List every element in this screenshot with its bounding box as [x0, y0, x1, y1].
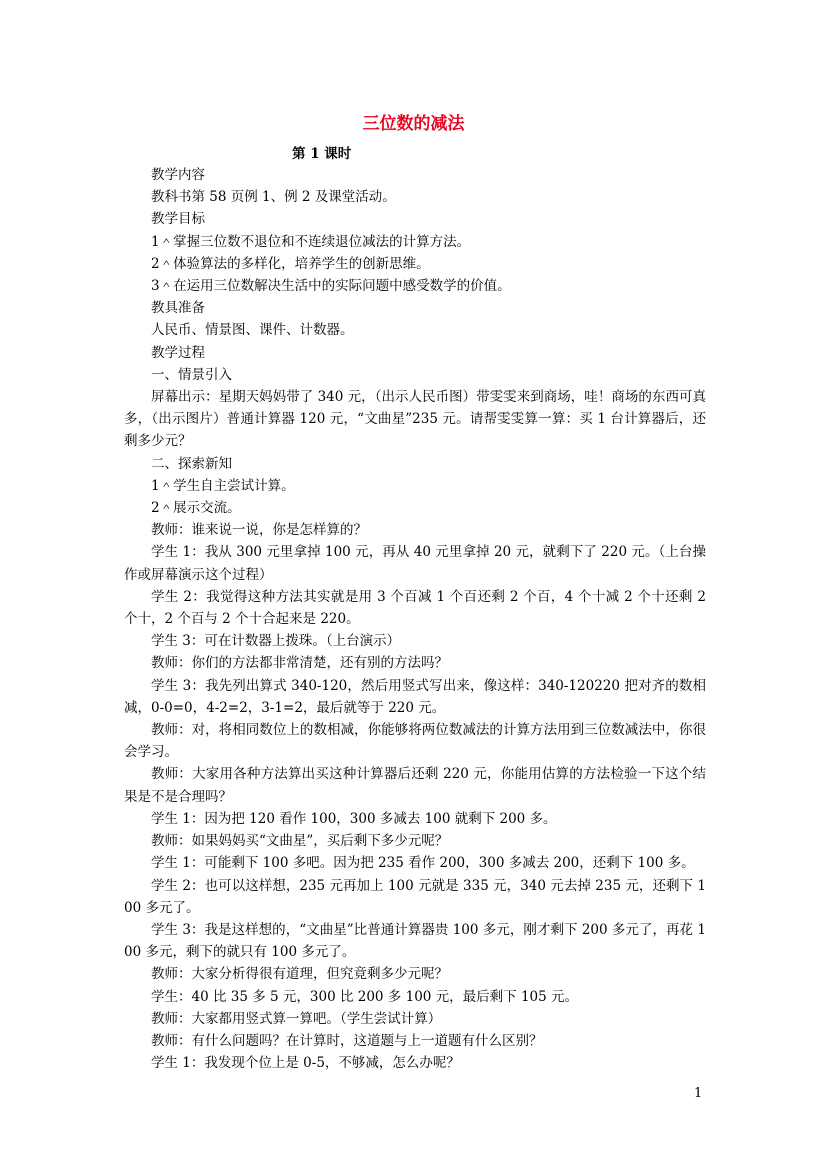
section-heading: 教学目标	[151, 211, 205, 228]
dialogue-paragraph: 学生 2：我觉得这种方法其实就是用 3 个百减 1 个百还剩 2 个百，4 个十减 2 个十还剩 2 个十，2 个百与 2 个十合起来是 220。	[124, 588, 706, 628]
dialogue-paragraph: 教师：对，将相同数位上的数相减，你能够将两位数减法的计算方法用到三位数减法中，你很会学习。	[124, 722, 706, 761]
body-paragraph: 教科书第 58 页例 1、例 2 及课堂活动。	[151, 189, 396, 206]
section-heading: 教具准备	[151, 300, 205, 317]
section-heading: 教学过程	[151, 344, 205, 361]
dialogue-paragraph: 学生 1：我发现个位上是 0-5，不够减，怎么办呢？	[151, 1055, 460, 1072]
subsection-heading: 一、情景引入	[151, 366, 232, 383]
dialogue-paragraph: 学生 3：我是这样想的，“文曲星”比普通计算器贵 100 多元，刚才剩下 200 多元了，再花 100 多元，剩下的就只有 100 多元了。	[124, 921, 706, 961]
dialogue-paragraph: 学生 3：可在计数器上拨珠。（上台演示）	[151, 633, 401, 650]
document-body	[124, 164, 706, 1074]
dialogue-paragraph: 教师：有什么问题吗？在计算时，这道题与上一道题有什么区别？	[151, 1032, 543, 1049]
dialogue-paragraph: 教师：谁来说一说，你是怎样算的？	[151, 522, 367, 539]
dialogue-paragraph: 教师：你们的方法都非常清楚，还有别的方法吗？	[151, 655, 448, 672]
dialogue-paragraph: 学生 2：也可以这样想，235 元再加上 100 元就是 335 元，340 元去掉 235 元，还剩下 100 多元了。	[124, 877, 706, 916]
dialogue-paragraph: 学生 1：我从 300 元里拿掉 100 元，再从 40 元里拿掉 20 元，就剩下了 220 元。（上台操作或屏幕演示这个过程）	[124, 544, 706, 583]
body-paragraph: 2＾展示交流。	[151, 500, 241, 517]
dialogue-paragraph: 学生 1：可能剩下 100 多吧。因为把 235 看作 200，300 多减去 200，还剩下 100 多。	[151, 855, 695, 872]
dialogue-paragraph: 教师：大家分析得很有道理，但究竟剩多少元呢？	[151, 966, 448, 983]
body-paragraph: 1＾学生自主尝试计算。	[151, 477, 295, 494]
dialogue-paragraph: 教师：大家都用竖式算一算吧。（学生尝试计算）	[151, 1010, 442, 1027]
subsection-heading: 二、探索新知	[151, 455, 232, 472]
dialogue-paragraph: 学生 1：因为把 120 看作 100，300 多减去 100 就剩下 200 多。	[151, 810, 557, 827]
dialogue-paragraph: 教师：大家用各种方法算出买这种计算器后还剩 220 元，你能用估算的方法检验一下这个结果是不是合理吗？	[124, 766, 706, 805]
dialogue-paragraph: 教师：如果妈妈买“文曲星”，买后剩下多少元呢？	[151, 833, 449, 850]
dialogue-paragraph: 学生 3：我先列出算式 340-120，然后用竖式写出来，像这样：340-120220 把对齐的数相减，0-0=0，4-2=2，3-1=2，最后就等于 220 元。	[124, 677, 706, 716]
page-number: 1	[694, 1086, 703, 1101]
section-heading: 教学内容	[151, 167, 205, 183]
body-paragraph: 3＾在运用三位数解决生活中的实际问题中感受数学的价值。	[151, 278, 511, 295]
body-paragraph: 2＾体验算法的多样化，培养学生的创新思维。	[151, 255, 430, 272]
body-paragraph: 屏幕出示：星期天妈妈带了 340 元，（出示人民币图）带雯雯来到商场，哇！商场的东西可真多，（出示图片）普通计算器 120 元，“文曲星”235 元。请帮雯雯算一算：买 1 台计算器后，还剩多少元？	[124, 389, 706, 450]
document-title: 三位数的减法	[362, 114, 465, 134]
lesson-heading: 第 1 课时	[292, 146, 352, 162]
body-paragraph: 1＾掌握三位数不退位和不连续退位减法的计算方法。	[151, 233, 471, 250]
body-paragraph: 人民币、情景图、课件、计数器。	[151, 322, 354, 339]
dialogue-paragraph: 学生：40 比 35 多 5 元，300 比 200 多 100 元，最后剩下 105 元。	[151, 988, 579, 1005]
